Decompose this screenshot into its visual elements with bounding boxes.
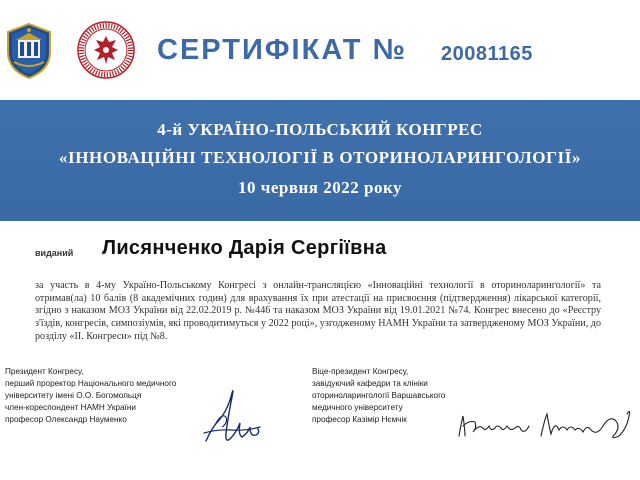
vice-president-name: професор Казімір Нємчік: [312, 415, 407, 424]
president-university: університету імені О.О. Богомольця: [5, 391, 142, 400]
certificate-header: [0, 0, 640, 100]
university-crest-icon: [4, 22, 54, 80]
medical-university-eagle-seal-icon: [76, 20, 136, 80]
congress-banner: [0, 100, 640, 221]
vice-president-role: Віце-президент Конгресу,: [312, 367, 409, 376]
president-signature-block: [5, 366, 176, 426]
president-role: Президент Конгресу,: [5, 367, 84, 376]
vice-president-position: завідуючий кафедри та клініки: [312, 379, 428, 388]
recipient-name: Лисянченко Дарія Сергіївна: [102, 237, 387, 259]
issued-to-label: виданий: [35, 248, 74, 258]
president-name: професор Олександр Науменко: [5, 415, 127, 424]
president-academy: член-кореспондент НАМН України: [5, 403, 136, 412]
vice-president-university: медичного університету: [312, 403, 403, 412]
congress-theme: «ІННОВАЦІЙНІ ТЕХНОЛОГІЇ В ОТОРИНОЛАРИНГОЛОГІЇ»: [58, 148, 582, 167]
vice-president-signature-block: [312, 366, 445, 426]
certificate-title: СЕРТИФІКАТ №: [157, 34, 407, 66]
congress-date: 10 червня 2022 року: [237, 178, 403, 197]
vice-president-handwritten-signature: [455, 406, 635, 444]
president-handwritten-signature: [198, 383, 264, 451]
certificate-number: 20081165: [441, 43, 533, 65]
vice-president-department: оториноларингології Варшавського: [312, 391, 446, 400]
certificate-body-text: за участь в 4-му Україно-Польському Конгресі з онлайн-трансляцією «Інноваційні технології в оториноларингології» та отримав(ла) 10 балів (8 академічних годин) для врахування їх при атестації на присвоєння (підтвердження) лікарської категорії, згідно з наказом МОЗ України від 22.02.2019 р. №446 та наказом МОЗ України від 19.01.2021 №74. Конгрес внесено до «Реєстру з'їздів, конгресів, симпозіумів, які проводитимуться у 2022 році», узгодженому НАМН України та затвердженому МОЗ України, до розділу «ІІ. Конгреси» під №8.: [35, 280, 601, 342]
congress-name: 4-й УКРАЇНО-ПОЛЬСЬКИЙ КОНГРЕС: [157, 120, 483, 139]
president-position: перший проректор Національного медичного: [5, 379, 177, 388]
